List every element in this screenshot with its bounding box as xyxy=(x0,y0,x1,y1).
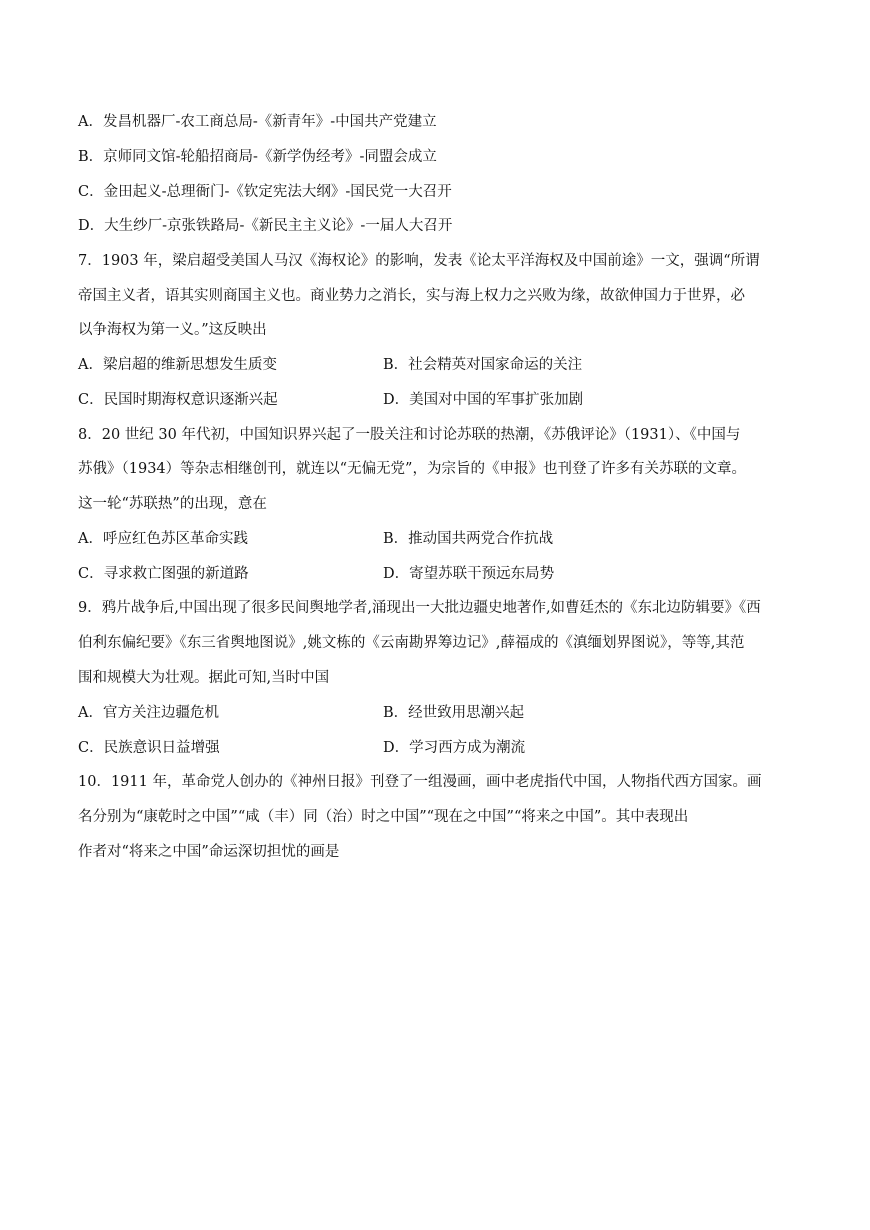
q10-stem-line-3: 作者对“将来之中国”命运深切担忧的画是 xyxy=(78,844,340,860)
q6-option-a: A．发昌机器厂-农工商总局-《新青年》-中国共产党建立 xyxy=(78,114,437,130)
q6-option-d: D．大生纱厂-京张铁路局-《新民主主义论》-一届人大召开 xyxy=(78,218,453,234)
q8-option-d: D．寄望苏联干预远东局势 xyxy=(383,566,555,582)
q8-stem-line-2: 苏俄》（1934）等杂志相继创刊，就连以“无偏无党”，为宗旨的《申报》也刊登了许多有关苏联的文章。 xyxy=(78,461,746,477)
q7-stem-line-3: 以争海权为第一义。”这反映出 xyxy=(78,322,267,338)
q9-option-d: D．学习西方成为潮流 xyxy=(383,740,526,756)
q9-stem-line-2: 伯利东偏纪要》《东三省舆地图说》,姚文栋的《云南勘界筹边记》,薛福成的《滇缅划界图说》，等等,其范 xyxy=(78,635,745,651)
q7-option-c: C．民国时期海权意识逐渐兴起 xyxy=(78,392,278,408)
q9-option-c: C．民族意识日益增强 xyxy=(78,740,220,756)
q7-stem-line-1: 7．1903 年，梁启超受美国人马汉《海权论》的影响，发表《论太平洋海权及中国前途》一文，强调“所谓 xyxy=(78,253,760,269)
q9-stem-line-3: 围和规模大为壮观。据此可知,当时中国 xyxy=(78,670,330,686)
q8-option-a: A．呼应红色苏区革命实践 xyxy=(78,531,248,547)
q8-option-c: C．寻求救亡图强的新道路 xyxy=(78,566,249,582)
q9-option-a: A．官方关注边疆危机 xyxy=(78,705,219,721)
q6-option-b: B．京师同文馆-轮船招商局-《新学伪经考》-同盟会成立 xyxy=(78,149,437,165)
q9-stem-line-1: 9．鸦片战争后,中国出现了很多民间舆地学者,涌现出一大批边疆史地著作,如曹廷杰的《东北边防辑要》《西 xyxy=(78,600,761,616)
q8-stem-line-3: 这一轮“苏联热”的出现，意在 xyxy=(78,496,267,512)
q10-stem-line-1: 10．1911 年，革命党人创办的《神州日报》刊登了一组漫画，画中老虎指代中国，人物指代西方国家。画 xyxy=(78,774,762,790)
q7-option-d: D．美国对中国的军事扩张加剧 xyxy=(383,392,584,408)
q9-option-b: B．经世致用思潮兴起 xyxy=(383,705,525,721)
q6-option-c: C．金田起义-总理衙门-《钦定宪法大纲》-国民党一大召开 xyxy=(78,184,452,200)
q8-option-b: B．推动国共两党合作抗战 xyxy=(383,531,554,547)
q7-stem-line-2: 帝国主义者，语其实则商国主义也。商业势力之消长，实与海上权力之兴败为缘，故欲伸国力于世界，必 xyxy=(78,288,745,304)
q8-stem-line-1: 8．20 世纪 30 年代初，中国知识界兴起了一股关注和讨论苏联的热潮，《苏俄评论》（1931）、《中国与 xyxy=(78,427,741,443)
q7-option-b: B．社会精英对国家命运的关注 xyxy=(383,357,583,373)
q7-option-a: A．梁启超的维新思想发生质变 xyxy=(78,357,277,373)
q10-stem-line-2: 名分别为“康乾时之中国”“咸（丰）同（治）时之中国”“现在之中国”“将来之中国”。其中表现出 xyxy=(78,809,689,825)
